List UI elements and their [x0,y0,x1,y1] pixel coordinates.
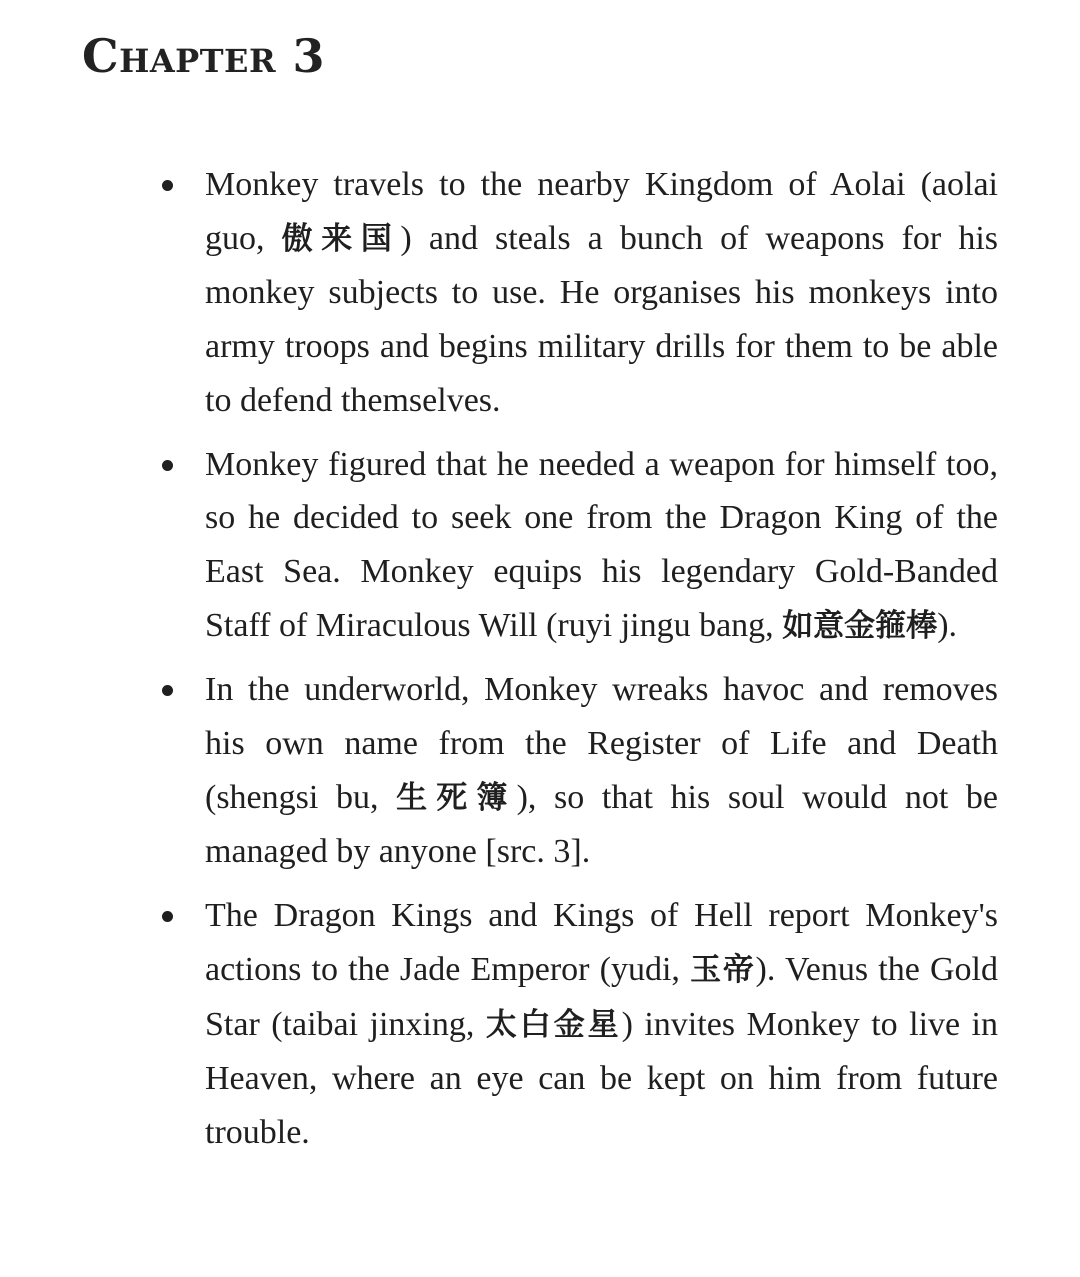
list-item [160,438,998,654]
chinese-term: 如意金箍棒 [782,607,938,644]
chinese-term: 太白金星 [485,1006,622,1043]
chapter-title: Chapter 3 [82,29,326,83]
bullet-icon [162,911,173,922]
bullet-icon [162,180,173,191]
item-text: ). Venus the Gold Star (taibai jinxing, [205,950,999,1043]
bullet-icon [162,460,173,471]
chinese-term: 玉帝 [690,951,756,988]
item-text: ) invites Monkey to live in Heaven, where an eye can be kept on him from future trouble. [205,1005,999,1151]
bullet-icon [162,685,173,696]
bullet-list [160,158,998,1170]
list-item [160,889,998,1160]
chinese-term: 生死簿 [396,779,517,816]
item-text: In the underworld, Monkey wreaks havoc and removes his own name from the Register of Life and Death (shengsi bu, [205,671,998,816]
chinese-term: 傲来国 [281,220,401,257]
item-text: ) and steals a bunch of weapons for his monkey subjects to use. He organises his monkeys into army troops and begins military drills for them to be able to defend themselves. [205,219,998,419]
item-text: ). [937,606,958,644]
item-text: Monkey figured that he needed a weapon for himself too, so he decided to seek one from the Dragon King of the East Sea. Monkey equips his legendary Gold-Banded Staff of Miraculous Will (ruyi jingu bang, [205,445,998,644]
list-item [160,158,998,428]
item-text: The Dragon Kings and Kings of Hell report Monkey's actions to the Jade Emperor (yudi, [205,897,998,988]
item-text: Monkey travels to the nearby Kingdom of Aolai (aolai guo, [205,166,998,257]
list-item [160,663,998,879]
item-text: ), so that his soul would not be managed by anyone [src. 3]. [205,778,999,871]
